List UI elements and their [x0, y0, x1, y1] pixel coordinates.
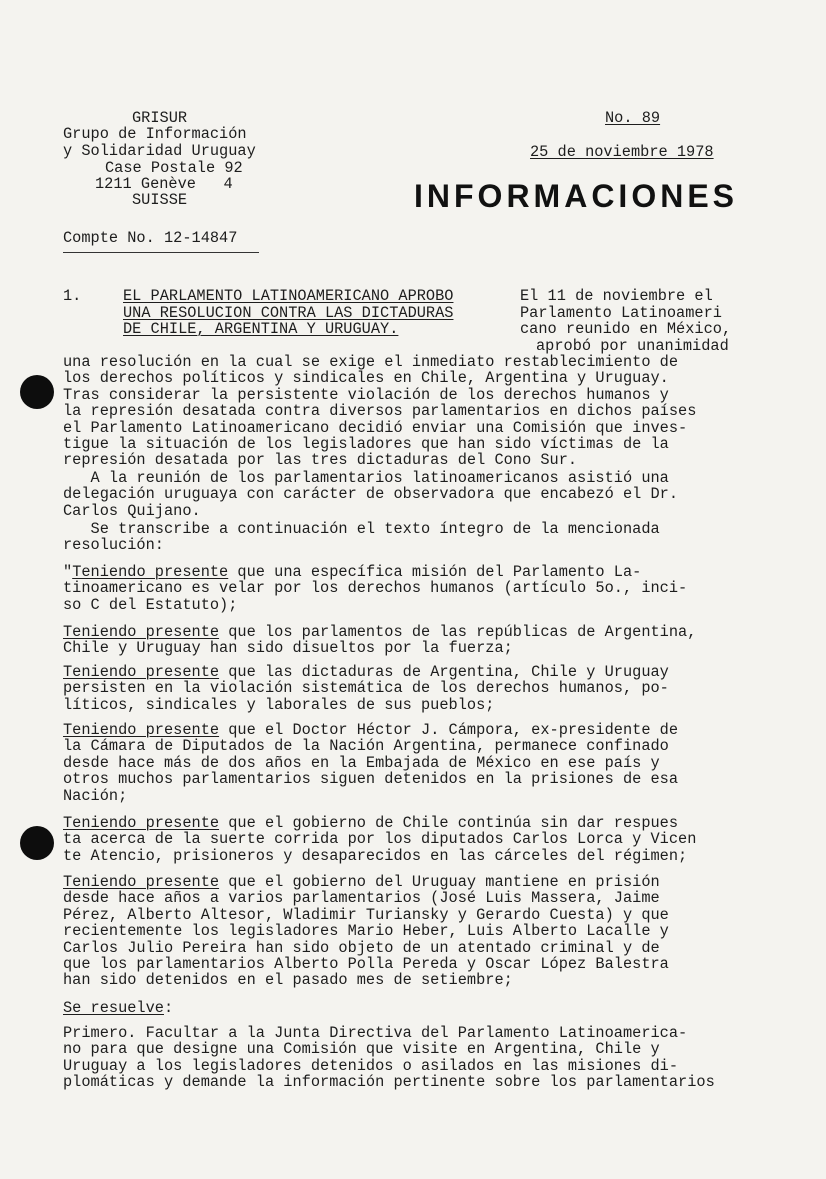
intro-side-line2: Parlamento Latinoameri	[520, 304, 722, 322]
considerando-3	[63, 664, 793, 713]
resuelve-colon: :	[163, 999, 174, 1017]
sender-line3: Case Postale 92	[105, 159, 243, 177]
considerando-text: que el gobierno de Chile continúa sin dar respues	[219, 814, 679, 832]
opening-quote: "	[63, 563, 73, 581]
considerando-first-line	[63, 664, 793, 680]
teniendo-presente-label: Teniendo presente	[63, 814, 220, 832]
considerando-line: recientemente los legisladores Mario Heber, Luis Alberto Lacalle y	[63, 922, 669, 941]
primero-paragraph	[63, 1025, 793, 1091]
considerando-line: so C del Estatuto);	[63, 595, 238, 614]
considerando-text: que los parlamentos de las repúblicas de Argentina,	[219, 623, 697, 641]
considerando-line: te Atencio, prisioneros y desaparecidos en las cárceles del régimen;	[63, 846, 688, 865]
article-number: 1.	[63, 287, 82, 305]
resuelve-heading	[63, 1000, 793, 1016]
intro-line: Tras considerar la persistente violación de los derechos humanos y	[63, 385, 669, 404]
delegation-line: Carlos Quijano.	[63, 501, 201, 520]
considerando-line: han sido detenidos en el pasado mes de setiembre;	[63, 971, 513, 990]
sender-line4: 1211 Genève 4	[95, 175, 233, 193]
considerando-text: que el gobierno del Uruguay mantiene en prisión	[219, 873, 660, 891]
considerando-first-line	[63, 722, 793, 738]
considerando-4	[63, 722, 793, 804]
resuelve-label: Se resuelve	[63, 999, 164, 1017]
considerando-line: otros muchos parlamentarios siguen detenidos en la prisiones de esa	[63, 770, 679, 789]
intro-line: represión desatada por las tres dictaduras del Cono Sur.	[63, 451, 578, 470]
punch-hole-bottom	[20, 826, 54, 860]
teniendo-presente-label: Teniendo presente	[63, 663, 220, 681]
primero-line: Primero. Facultar a la Junta Directiva del Parlamento Latinoamerica-	[63, 1024, 688, 1042]
considerando-line: Carlos Julio Pereira han sido objeto de un atentado criminal y de	[63, 938, 660, 957]
intro-line: una resolución en la cual se exige el inmediato restablecimiento de	[63, 353, 679, 371]
considerando-5	[63, 815, 793, 864]
considerando-first-line	[63, 874, 793, 890]
sender-account: Compte No. 12-14847	[63, 229, 238, 247]
intro-side-line1: El 11 de noviembre el	[520, 287, 713, 305]
considerando-line: Nación;	[63, 786, 128, 805]
resuelve-line	[63, 1000, 793, 1016]
considerando-line: tinoamericano es velar por los derechos humanos (artículo 5o., inci-	[63, 579, 688, 598]
considerando-text: que una específica misión del Parlamento La-	[228, 563, 642, 581]
delegation-paragraph	[63, 470, 793, 519]
considerando-6	[63, 874, 793, 989]
primero-line: no para que designe una Comisión que visite en Argentina, Chile y	[63, 1040, 660, 1059]
transcribe-line: Se transcribe a continuación el texto íntegro de la mencionada	[63, 520, 660, 538]
considerando-2	[63, 624, 793, 657]
article-heading-line3: DE CHILE, ARGENTINA Y URUGUAY.	[123, 320, 399, 338]
intro-line: el Parlamento Latinoamericano decidió enviar una Comisión que inves-	[63, 418, 688, 437]
sender-line2: y Solidaridad Uruguay	[63, 142, 256, 160]
considerando-line: persisten en la violación sistemática de los derechos humanos, po-	[63, 679, 669, 698]
sender-line5: SUISSE	[132, 191, 188, 209]
account-rule	[63, 252, 259, 253]
considerando-line: Pérez, Alberto Altesor, Wladimir Turiansky y Gerardo Cuesta) y que	[63, 905, 669, 924]
considerando-text: que las dictaduras de Argentina, Chile y Uruguay	[219, 663, 669, 681]
considerando-line: que los parlamentarios Alberto Polla Pereda y Oscar López Balestra	[63, 955, 669, 974]
transcribe-line: resolución:	[63, 536, 164, 555]
sender-line1: Grupo de Información	[63, 125, 247, 143]
intro-side-line3: cano reunido en México,	[520, 320, 732, 338]
sender-org: GRISUR	[132, 109, 188, 127]
teniendo-presente-label: Teniendo presente	[63, 721, 220, 739]
intro-line: la represión desatada contra diversos parlamentarios en dichos países	[63, 402, 697, 421]
considerando-line: Chile y Uruguay han sido disueltos por la fuerza;	[63, 639, 513, 658]
article-heading-line1: EL PARLAMENTO LATINOAMERICANO APROBO	[123, 287, 454, 305]
considerando-1	[63, 564, 793, 613]
considerando-text: que el Doctor Héctor J. Cámpora, ex-presidente de	[219, 721, 679, 739]
delegation-line: A la reunión de los parlamentarios latinoamericanos asistió una	[63, 469, 669, 487]
considerando-first-line	[63, 624, 793, 640]
transcribe-paragraph	[63, 521, 793, 554]
considerando-line: líticos, sindicales y laborales de sus pueblos;	[63, 695, 495, 714]
considerando-line: desde hace años a varios parlamentarios (José Luis Massera, Jaime	[63, 889, 660, 908]
article-heading-line2: UNA RESOLUCION CONTRA LAS DICTADURAS	[123, 304, 454, 322]
delegation-line: delegación uruguaya con carácter de observadora que encabezó el Dr.	[63, 485, 679, 504]
teniendo-presente-label: Teniendo presente	[63, 623, 220, 641]
considerando-line: desde hace más de dos años en la Embajada de México en ese país y	[63, 753, 660, 772]
considerando-line: la Cámara de Diputados de la Nación Argentina, permanece confinado	[63, 737, 669, 756]
primero-line: plomáticas y demande la información pertinente sobre los parlamentarios	[63, 1073, 715, 1092]
considerando-first-line	[63, 564, 793, 580]
primero-line: Uruguay a los legisladores detenidos o asilados en las misiones di-	[63, 1056, 679, 1075]
teniendo-presente-label: Teniendo presente	[63, 873, 220, 891]
intro-line: los derechos políticos y sindicales en Chile, Argentina y Uruguay.	[63, 369, 669, 388]
bulletin-number: No. 89	[605, 109, 661, 127]
intro-paragraph	[63, 354, 793, 469]
intro-side-line4: aprobó por unanimidad	[536, 337, 729, 355]
considerando-line: ta acerca de la suerte corrida por los diputados Carlos Lorca y Vicen	[63, 830, 697, 849]
bulletin-title: INFORMACIONES	[414, 178, 738, 214]
punch-hole-top	[20, 375, 54, 409]
intro-line: tigue la situación de los legisladores que han sido víctimas de la	[63, 435, 669, 454]
teniendo-presente-label: Teniendo presente	[72, 563, 229, 581]
bulletin-date: 25 de noviembre 1978	[530, 143, 714, 161]
considerando-first-line	[63, 815, 793, 831]
